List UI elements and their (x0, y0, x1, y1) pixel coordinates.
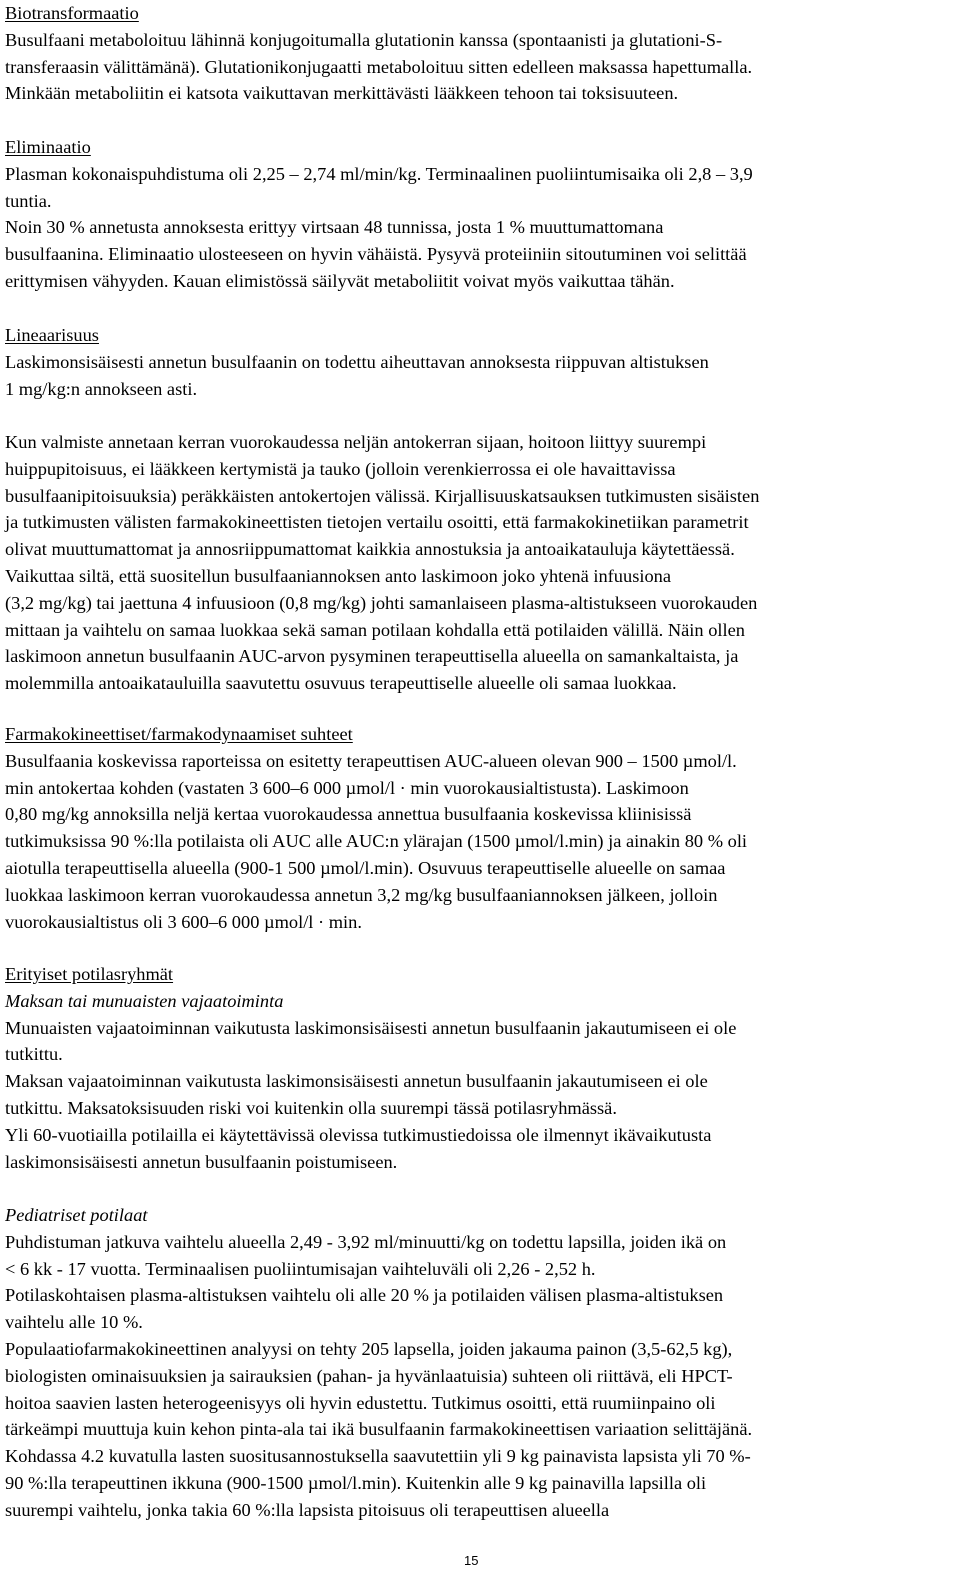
section-eliminaatio (5, 134, 955, 295)
text-line: busulfaanipitoisuuksia) peräkkäisten antokertojen välissä. Kirjallisuuskatsauksen tutkimusten sisäisten (5, 485, 760, 506)
text-line: Vaikuttaa siltä, että suositellun busulfaaniannoksen anto laskimoon joko yhtenä infuusiona (5, 565, 672, 586)
text-line: Puhdistuman jatkuva vaihtelu alueella 2,49 - 3,92 ml/minuutti/kg on todettu lapsilla, joiden ikä on (5, 1231, 727, 1252)
section-special-populations (5, 961, 955, 1175)
text-line: 90 %:lla terapeuttinen ikkuna (900-1500 µmol/l.min). Kuitenkin alle 9 kg painavilla lapsilla oli (5, 1472, 707, 1493)
text-line: < 6 kk - 17 vuotta. Terminaalisen puoliintumisajan vaihteluväli oli 2,26 - 2,52 h. (5, 1258, 596, 1279)
text-line: suurempi vaihtelu, jonka takia 60 %:lla lapsista pitoisuus oli terapeuttisen alueella (5, 1499, 610, 1520)
section-subheading: Maksan tai munuaisten vajaatoiminta (5, 990, 284, 1011)
text-line: Noin 30 % annetusta annoksesta erittyy virtsaan 48 tunnissa, josta 1 % muuttumattomana (5, 217, 664, 238)
text-line: 1 mg/kg:n annokseen asti. (5, 378, 198, 399)
text-line: olivat muuttumattomat ja annosriippumattomat kaikkia annostuksia ja antoaikatauluja käytettäessä. (5, 539, 735, 560)
section-heading: Lineaarisuus (5, 325, 99, 345)
text-line: Potilaskohtaisen plasma-altistuksen vaihtelu oli alle 20 % ja potilaiden välisen plasma-altistuksen (5, 1285, 724, 1306)
text-line: Populaatiofarmakokineettinen analyysi on tehty 205 lapsella, joiden jakauma painon (3,5-62,5 kg), (5, 1338, 733, 1359)
text-line: Kohdassa 4.2 kuvatulla lasten suositusannostuksella saavutettiin yli 9 kg painavista lapsista yli 70 %- (5, 1446, 751, 1467)
section-heading: Farmakokineettiset/farmakodynaamiset suhteet (5, 724, 353, 744)
section-pk-pd-relationship (5, 721, 955, 935)
paragraph-once-daily-dosing (5, 429, 955, 697)
text-line: tutkimuksissa 90 %:lla potilaista oli AUC alle AUC:n ylärajan (1500 µmol/l.min) ja ainakin 80 % oli (5, 831, 748, 852)
text-line: erittymisen vähyyden. Kauan elimistössä säilyvät metaboliitit voivat myös vaikuttaa tähän. (5, 270, 675, 291)
text-line: Munuaisten vajaatoiminnan vaikutusta laskimonsisäisesti annetun busulfaanin jakautumiseen ei ole (5, 1017, 737, 1038)
text-line: 0,80 mg/kg annoksilla neljä kertaa vuorokaudessa annettua busulfaania koskevissa kliinisissä (5, 804, 692, 825)
text-line: vaihtelu alle 10 %. (5, 1312, 143, 1333)
text-line: vuorokausialtistus oli 3 600–6 000 µmol/l · min. (5, 911, 362, 932)
text-line: (3,2 mg/kg) tai jaettuna 4 infuusioon (0,8 mg/kg) johti samanlaiseen plasma-altistukseen vuorokauden (5, 592, 758, 613)
text-line: luokkaa laskimoon kerran vuorokaudessa annetun 3,2 mg/kg busulfaaniannoksen jälkeen, jolloin (5, 884, 718, 905)
text-line: tuntia. (5, 190, 52, 211)
text-line: huippupitoisuus, ei lääkkeen kertymistä ja tauko (jolloin verenkierrossa ei ole havaittavissa (5, 458, 676, 479)
section-heading: Biotransformaatio (5, 3, 139, 23)
text-line: laskimoon annetun busulfaanin AUC-arvon pysyminen terapeuttisella alueella on samankaltaista, ja (5, 646, 739, 667)
page-number: 15 (464, 1553, 479, 1568)
text-line: transferaasin välittämänä). Glutationikonjugaatti metaboloituu sitten edelleen maksassa hapettumalla. (5, 56, 753, 77)
text-line: busulfaanina. Eliminaatio ulosteeseen on hyvin vähäistä. Pysyvä proteiiniin sitoutuminen voi selittää (5, 244, 747, 265)
section-pediatric-patients (5, 1202, 955, 1524)
section-lineaarisuus (5, 322, 955, 402)
section-heading: Eliminaatio (5, 137, 91, 157)
section-heading: Erityiset potilasryhmät (5, 964, 174, 984)
text-line: tutkittu. (5, 1044, 63, 1065)
text-line: tutkittu. Maksatoksisuuden riski voi kuitenkin olla suurempi tässä potilasryhmässä. (5, 1097, 617, 1118)
text-line: Kun valmiste annetaan kerran vuorokaudessa neljän antokerran sijaan, hoitoon liittyy suurempi (5, 432, 707, 452)
text-line: ja tutkimusten välisten farmakokineettisten tietojen vertailu osoitti, että farmakokinetiikan parametrit (5, 512, 749, 533)
text-line: Busulfaania koskevissa raporteissa on esitetty terapeuttisen AUC-alueen olevan 900 – 1500 µmol/l. (5, 750, 737, 771)
text-line: biologisten ominaisuuksien ja sairauksien (pahan- ja hyvänlaatuisia) suhteen oli riittävä, eli HPCT- (5, 1365, 733, 1386)
section-biotransformaatio (5, 0, 955, 107)
text-line: mittaan ja vaihtelu on samaa luokkaa sekä saman potilaan kohdalla että potilaiden välillä. Näin ollen (5, 619, 745, 640)
text-line: Plasman kokonaispuhdistuma oli 2,25 – 2,74 ml/min/kg. Terminaalinen puoliintumisaika oli 2,8 – 3,9 (5, 163, 753, 184)
text-line: hoitoa saavien lasten heterogeenisyys oli hyvin edustettu. Tutkimus osoitti, että ruumiinpaino oli (5, 1392, 716, 1413)
text-line: Maksan vajaatoiminnan vaikutusta laskimonsisäisesti annetun busulfaanin jakautumiseen ei ole (5, 1071, 708, 1092)
section-subheading: Pediatriset potilaat (5, 1205, 148, 1225)
text-line: laskimonsisäisesti annetun busulfaanin poistumiseen. (5, 1151, 398, 1172)
text-line: min antokertaa kohden (vastaten 3 600–6 000 µmol/l · min vuorokausialtistusta). Laskimoon (5, 777, 689, 798)
text-line: Busulfaani metaboloituu lähinnä konjugoitumalla glutationin kanssa (spontaanisti ja glutationi-S- (5, 29, 723, 50)
text-line: molemmilla antoaikatauluilla saavutettu osuvuus terapeuttiselle alueelle oli samaa luokkaa. (5, 673, 677, 694)
text-line: tärkeämpi muuttuja kuin kehon pinta-ala tai ikä busulfaanin farmakokineettisen variaation selittäjänä. (5, 1419, 753, 1440)
text-line: Laskimonsisäisesti annetun busulfaanin on todettu aiheuttavan annoksesta riippuvan altistuksen (5, 351, 709, 372)
text-line: aiotulla terapeuttisella alueella (900-1 500 µmol/l.min). Osuvuus terapeuttiselle alueelle on samaa (5, 857, 726, 878)
text-line: Minkään metaboliitin ei katsota vaikuttavan merkittävästi lääkkeen tehoon tai toksisuuteen. (5, 83, 679, 104)
text-line: Yli 60-vuotiailla potilailla ei käytettävissä olevissa tutkimustiedoissa ole ilmennyt ikävaikutusta (5, 1124, 712, 1145)
